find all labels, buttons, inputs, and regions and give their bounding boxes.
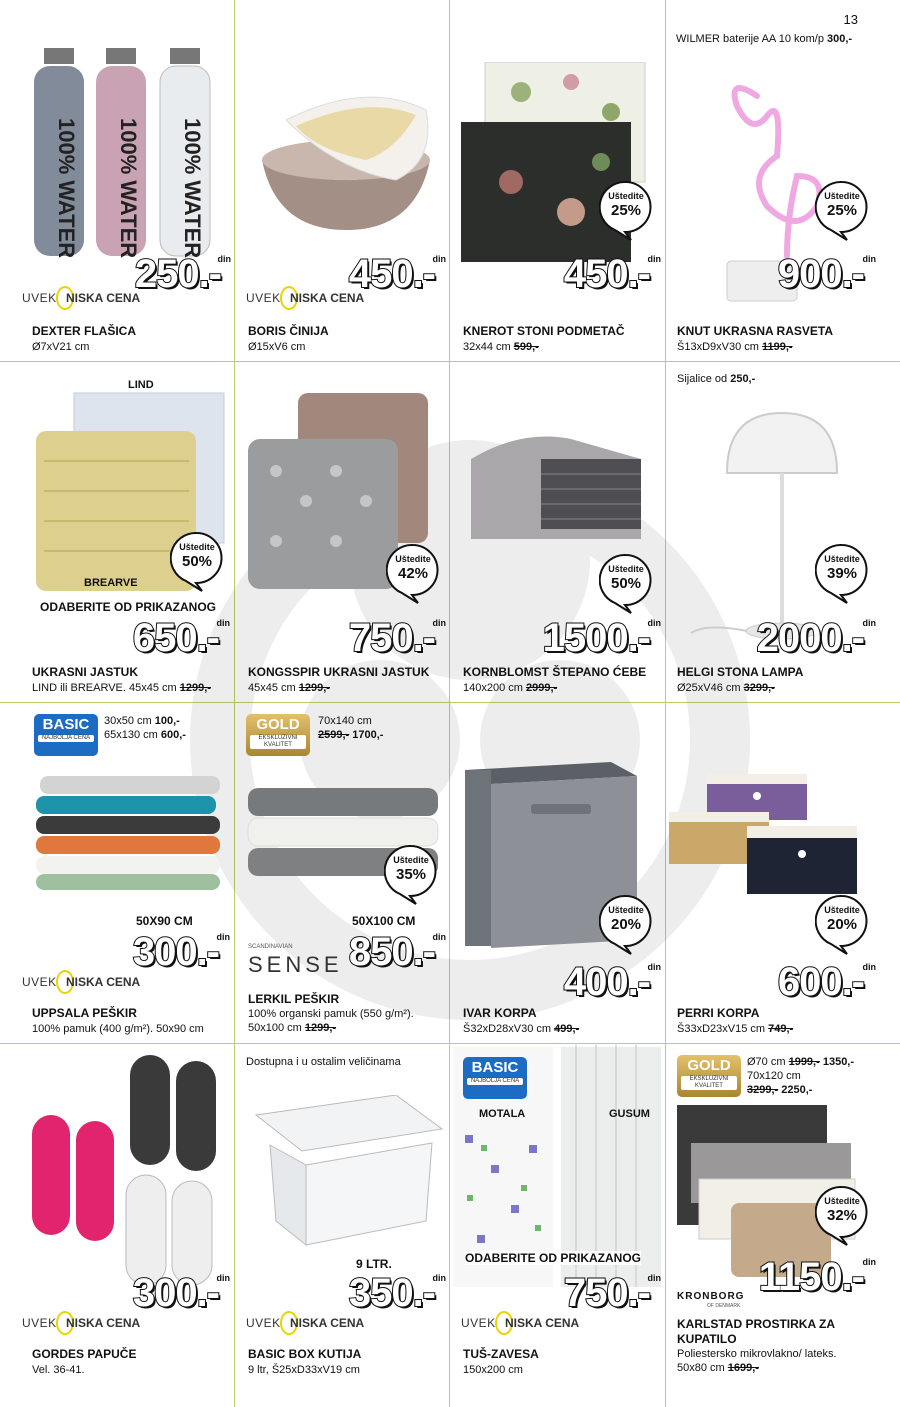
product-karlstad[interactable] xyxy=(667,1045,880,1386)
price: 900.- xyxy=(777,252,864,296)
savings-text: Uštedite 25% xyxy=(824,191,860,219)
size-option: 30x50 cm 100,- xyxy=(104,715,180,727)
product-name: GORDES PAPUČE xyxy=(32,1347,137,1361)
header-note: WILMER baterije AA 10 kom/p 300,- xyxy=(676,33,853,45)
price: 1500.- xyxy=(542,616,650,660)
product-ukrasni-jastuk[interactable] xyxy=(20,363,233,704)
product-gordes[interactable]: 300.- din UVEK NISKA CENA GORDES PAPUČE Vel. 36-41. xyxy=(20,1045,233,1386)
product-name: KARLSTAD PROSTIRKA ZA KUPATILO xyxy=(677,1317,835,1346)
choose-label: ODABERITE OD PRIKAZANOG xyxy=(465,1251,642,1265)
savings-text: Uštedite 50% xyxy=(179,542,215,570)
price: 300.- xyxy=(132,930,219,974)
product-name: IVAR KORPA xyxy=(463,1006,537,1020)
price-suffix: din xyxy=(862,254,876,264)
price: 750.- xyxy=(348,616,435,660)
price-suffix: din xyxy=(432,1273,446,1283)
size-label: 50X100 CM xyxy=(352,914,416,928)
svg-text:100% WATER: 100% WATER xyxy=(54,118,79,258)
price-suffix: din xyxy=(862,962,876,972)
bulb-note: Sijalice od 250,- xyxy=(677,373,756,385)
price-suffix: din xyxy=(647,962,661,972)
product-desc: 45x45 cm 1299,- xyxy=(248,682,330,694)
product-dexter[interactable]: 100% WATER 100% WATER 100% WATER 250.- din UVEK NISKA CENA DEXTER FLAŠICA Ø7xV21 cm xyxy=(20,20,233,361)
price: 850.- xyxy=(348,930,435,974)
size-option: 3299,- 2250,- xyxy=(747,1084,813,1096)
price: 750.- xyxy=(563,1271,650,1315)
product-desc: 32x44 cm 599,- xyxy=(463,341,539,353)
product-desc: Ø15xV6 cm xyxy=(248,341,306,353)
savings-text: Uštedite 42% xyxy=(395,554,431,582)
gold-badge: GOLD EKSKLUZIVNI KVALITET xyxy=(246,714,310,756)
towels-image xyxy=(30,772,230,892)
product-desc: 9 ltr, Š25xD33xV19 cm xyxy=(248,1364,360,1376)
brand-logo: SENSE xyxy=(248,952,343,977)
blanket-image xyxy=(461,429,651,549)
product-name: KONGSSPIR UKRASNI JASTUK xyxy=(248,665,430,679)
lamp-image xyxy=(687,403,867,643)
product-desc: Š32xD28xV30 cm 499,- xyxy=(463,1023,580,1035)
product-helgi[interactable] xyxy=(667,363,880,704)
svg-text:100% WATER: 100% WATER xyxy=(116,118,141,258)
size-option: Ø70 cm 1999,- 1350,- xyxy=(747,1056,855,1068)
choose-label: ODABERITE OD PRIKAZANOG xyxy=(40,600,217,614)
product-desc: 100% organski pamuk (550 g/m²). 50x100 cm 1299,- xyxy=(248,1008,414,1034)
availability-note: Dostupna i u ostalim veličinama xyxy=(246,1056,401,1068)
product-knerot[interactable] xyxy=(451,20,664,361)
product-name: DEXTER FLAŠICA xyxy=(32,324,137,338)
variant-label: MOTALA xyxy=(479,1108,526,1120)
product-kornblomst[interactable] xyxy=(451,363,664,704)
price-suffix: din xyxy=(216,932,230,942)
product-desc: 150x200 cm xyxy=(463,1364,523,1376)
savings-text: Uštedite 50% xyxy=(608,564,644,592)
product-desc: Ø7xV21 cm xyxy=(32,341,90,353)
product-name: KNUT UKRASNA RASVETA xyxy=(677,324,833,338)
product-basic-box[interactable]: Dostupna i u ostalim veličinama 9 LTR. 350.- din UVEK NISKA CENA BASIC BOX KUTIJA 9 ltr, Š25xD33xV19 cm xyxy=(246,1056,446,1376)
basic-badge: BASIC NAJBOLJA CENA xyxy=(34,714,98,756)
product-ivar[interactable] xyxy=(451,704,664,1045)
product-desc: Š33xD23xV15 cm 749,- xyxy=(677,1023,794,1035)
product-name: PERRI KORPA xyxy=(677,1006,760,1020)
price: 1150.- xyxy=(758,1255,864,1299)
price-suffix: din xyxy=(647,254,661,264)
product-desc: Ø25xV46 cm 3299,- xyxy=(677,682,775,694)
brand-sub: OF DENMARK xyxy=(707,1303,741,1309)
price: 600.- xyxy=(777,960,864,1004)
bowls-image xyxy=(256,90,436,230)
product-desc: LIND ili BREARVE. 45x45 cm 1299,- xyxy=(32,682,211,694)
product-knut[interactable] xyxy=(667,20,880,361)
product-desc: Poliestersko mikrovlakno/ lateks. 50x80 cm 1699,- xyxy=(677,1348,837,1374)
plastic-box-image xyxy=(246,1095,446,1255)
price-suffix: din xyxy=(432,254,446,264)
product-name: BASIC BOX KUTIJA xyxy=(248,1347,362,1361)
savings-text: Uštedite 32% xyxy=(824,1196,860,1224)
price-suffix: din xyxy=(216,618,230,628)
product-desc: 140x200 cm 2999,- xyxy=(463,682,558,694)
price: 650.- xyxy=(132,616,219,660)
volume-label: 9 LTR. xyxy=(356,1257,392,1271)
price: 450.- xyxy=(348,252,435,296)
svg-text:100% WATER: 100% WATER xyxy=(180,118,205,258)
bottles-image xyxy=(30,48,220,258)
variant-label: GUSUM xyxy=(609,1108,650,1120)
price: 250.- xyxy=(134,252,221,296)
price-suffix: din xyxy=(862,1257,876,1267)
slippers-image xyxy=(30,1055,230,1285)
product-name: UPPSALA PEŠKIR xyxy=(32,1006,137,1020)
product-kongsspir[interactable] xyxy=(236,363,449,704)
price-suffix: din xyxy=(647,1273,661,1283)
price-suffix: din xyxy=(862,618,876,628)
gold-badge: GOLD EKSKLUZIVNI KVALITET xyxy=(677,1055,741,1097)
size-option: 65x130 cm 600,- xyxy=(104,729,186,741)
price-suffix: din xyxy=(432,618,446,628)
savings-text: Uštedite 20% xyxy=(608,905,644,933)
savings-text: Uštedite 25% xyxy=(608,191,644,219)
size-option: 70x140 cm xyxy=(318,715,372,727)
savings-text: Uštedite 39% xyxy=(824,554,860,582)
product-perri[interactable] xyxy=(667,704,880,1045)
price: 300.- xyxy=(132,1271,219,1315)
product-desc: Š13xD9xV30 cm 1199,- xyxy=(677,341,793,353)
product-boris[interactable]: 450.- din UVEK NISKA CENA BORIS ČINIJA Ø15xV6 cm xyxy=(236,20,449,361)
price: 450.- xyxy=(563,252,650,296)
size-label: 50X90 CM xyxy=(136,914,193,928)
brand-logo: KRONBORG xyxy=(677,1291,745,1302)
price-suffix: din xyxy=(216,1273,230,1283)
product-name: UKRASNI JASTUK xyxy=(32,665,139,679)
page-number: 13 xyxy=(843,12,858,27)
variant-label: BREARVE xyxy=(84,577,138,589)
product-uppsala[interactable]: BASIC NAJBOLJA CENA 30x50 cm 100,- 65x130 cm 600,- 50X90 CM 300.- din UVEK NISKA CENA UPPSALA PEŠKIR 100% pamuk (400 g/m²). 50x90 cm xyxy=(22,715,230,1035)
price: 400.- xyxy=(563,960,650,1004)
baskets-image xyxy=(667,774,872,904)
size-option: 70x120 cm xyxy=(747,1070,801,1082)
product-name: BORIS ČINIJA xyxy=(248,324,329,338)
price-suffix: din xyxy=(217,254,231,264)
product-name: LERKIL PEŠKIR xyxy=(248,992,340,1006)
product-desc: Vel. 36-41. xyxy=(32,1364,85,1376)
price: 350.- xyxy=(348,1271,435,1315)
product-name: KORNBLOMST ŠTEPANO ĆEBE xyxy=(463,665,647,679)
price: 2000.- xyxy=(756,616,864,660)
product-lerkil[interactable] xyxy=(236,704,449,1045)
price-suffix: din xyxy=(432,932,446,942)
product-tus-zavesa[interactable]: BASIC NAJBOLJA CENA MOTALA GUSUM ODABERITE OD PRIKAZANOG 750.- din UVEK NISKA CENA TUŠ-ZAVESA 150x200 cm xyxy=(451,1045,664,1386)
savings-text: Uštedite 35% xyxy=(393,855,429,883)
product-name: KNEROT STONI PODMETAČ xyxy=(463,324,625,338)
price-suffix: din xyxy=(647,618,661,628)
size-option: 2599,- 1700,- xyxy=(318,729,384,741)
variant-label: LIND xyxy=(128,379,154,391)
product-name: HELGI STONA LAMPA xyxy=(677,665,804,679)
product-desc: 100% pamuk (400 g/m²). 50x90 cm xyxy=(32,1023,204,1035)
product-name: TUŠ-ZAVESA xyxy=(463,1347,539,1361)
basic-badge: BASIC NAJBOLJA CENA xyxy=(463,1057,527,1099)
brand-sub: SCANDINAVIAN xyxy=(248,944,293,950)
savings-text: Uštedite 20% xyxy=(824,905,860,933)
